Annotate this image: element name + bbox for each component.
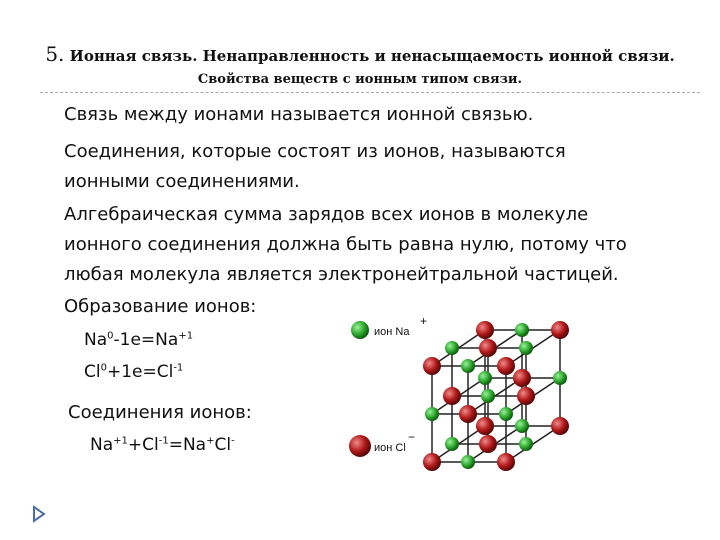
cl-ion <box>476 321 494 339</box>
slide-number: 5. <box>45 42 65 66</box>
legend-na-icon <box>351 321 369 339</box>
formula-compound: $Na^{+1}+Cl^{-1}=Na^+Cl^-$ <box>90 435 235 455</box>
cl-ion <box>513 369 531 387</box>
nacl-crystal-lattice <box>340 300 600 480</box>
na-ion <box>515 323 529 337</box>
cl-ion <box>517 387 535 405</box>
legend <box>349 314 427 457</box>
paragraph-4 <box>64 292 256 322</box>
paragraph-3-line-3: любая молекула является электронейтральной частицей. <box>64 264 619 285</box>
na-ion <box>461 455 475 469</box>
paragraph-2 <box>64 137 566 197</box>
paragraph-2-line-1: Соединения, которые состоят из ионов, называются <box>64 141 566 162</box>
cl-ion <box>479 435 497 453</box>
formula-cl: $Cl^0+1e=Cl^{-1}$ <box>84 362 184 382</box>
cl-ion <box>443 387 461 405</box>
na-ion <box>499 407 513 421</box>
title-line-2: Свойства веществ с ионным типом связи. <box>197 72 523 87</box>
na-ion <box>461 359 475 373</box>
cl-ion <box>497 453 515 471</box>
paragraph-3 <box>64 200 627 290</box>
cl-ion <box>476 417 494 435</box>
na-ion <box>478 371 492 385</box>
paragraph-5-text: Соединения ионов: <box>68 402 252 423</box>
legend-na-sup: + <box>420 314 428 328</box>
legend-na-label: ион Na <box>374 326 410 338</box>
na-ion <box>445 437 459 451</box>
paragraph-3-line-1: Алгебраическая сумма зарядов всех ионов в молекуле <box>64 204 589 225</box>
na-ion <box>519 437 533 451</box>
paragraph-1 <box>64 100 533 130</box>
na-ion <box>481 389 495 403</box>
paragraph-3-line-2: ионного соединения должна быть равна нулю, потому что <box>64 234 627 255</box>
na-ion <box>515 419 529 433</box>
na-ion <box>425 407 439 421</box>
cl-ion <box>423 357 441 375</box>
title-line-1: Ионная связь. Ненаправленность и ненасыщаемость ионной связи. <box>69 47 675 65</box>
na-ion <box>519 341 533 355</box>
cl-ion <box>551 417 569 435</box>
cl-ion <box>551 321 569 339</box>
cl-ion <box>423 453 441 471</box>
cl-ion <box>459 405 477 423</box>
cl-ion <box>497 357 515 375</box>
legend-cl-label: ион Cl <box>374 442 406 454</box>
paragraph-4-text: Образование ионов: <box>64 296 257 317</box>
title-divider <box>40 92 700 93</box>
slide-title <box>0 42 720 87</box>
cl-ion <box>479 339 497 357</box>
na-ion <box>445 341 459 355</box>
slide-bullet-arrow-icon <box>32 505 46 523</box>
front-layer-ions <box>423 357 515 471</box>
formula-na: $Na^0-1e=Na^{+1}$ <box>84 330 194 350</box>
paragraph-2-line-2: ионными соединениями. <box>64 171 300 192</box>
paragraph-5 <box>68 398 252 428</box>
paragraph-1-text: Связь между ионами называется ионной связью. <box>64 104 534 125</box>
na-ion <box>553 371 567 385</box>
legend-cl-icon <box>349 435 371 457</box>
legend-cl-sup: − <box>408 430 416 444</box>
